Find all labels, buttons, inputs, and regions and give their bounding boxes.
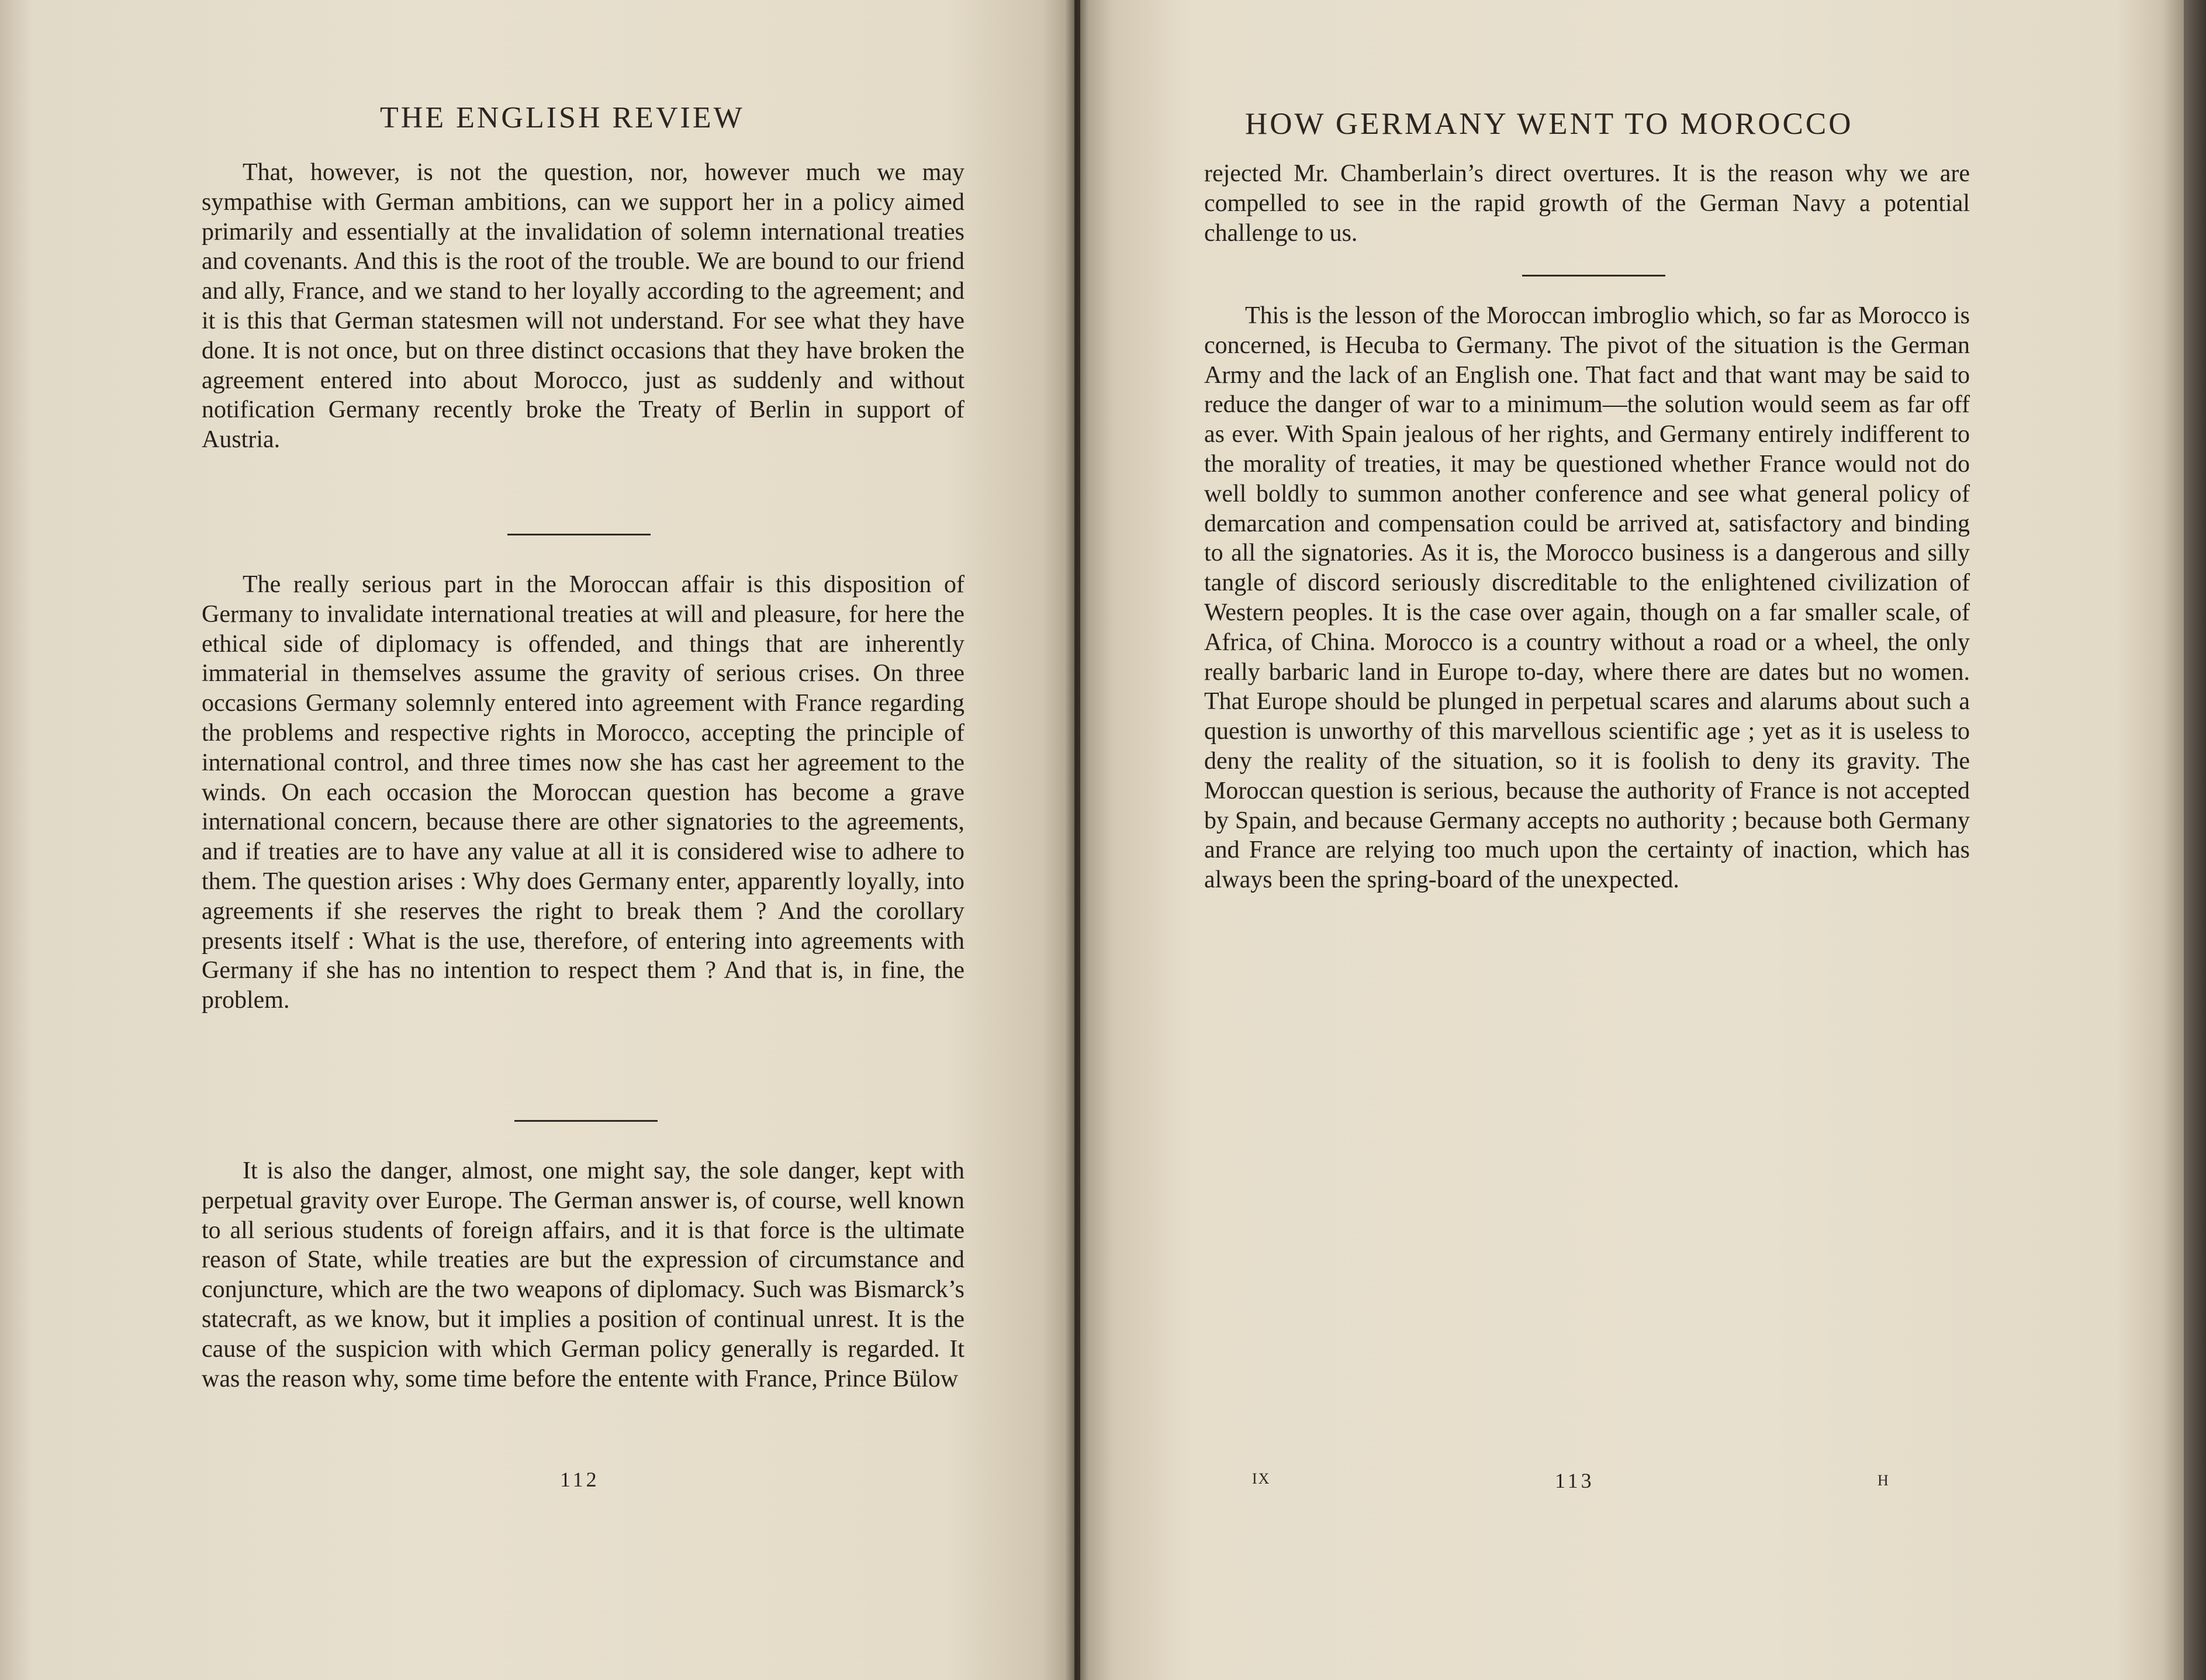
book-gutter: [1065, 0, 1088, 1680]
left-running-head: THE ENGLISH REVIEW: [380, 101, 745, 134]
right-paragraph-2: This is the lesson of the Moroccan imbroglio which, so far as Morocco is concerned, is Hecuba to Germany. The pivot of the situation is the German Army and the lack of an English one. That fact and that want may be said to reduce the danger of war to a minimum—the solution would seem as far off as ever. With Spain jealous of her rights, and Germany entirely indifferent to the morality of treaties, it may be questioned whether France would not do well boldly to summon another conference and see what general policy of demarcation and compensation could be arrived at, satisfactory and binding to all the signatories. As it is, the Morocco business is a dangerous and silly tangle of discord seriously discreditable to the enlightened civilization of Western peoples. It is the case over again, though on a far smaller scale, of Africa, of China. Morocco is a country without a road or a wheel, the only really barbaric land in Europe to-day, where there are dates but no women. That Europe should be plunged in perpetual scares and alarums about such a question is unworthy of this marvellous scientific age ; yet as it is useless to deny the reality of the situation, so it is foolish to deny its gravity. The Moroccan question is serious, because the authority of France is not accepted by Spain, and because Germany accepts no authority ; because both Germany and France are relying too much upon the certainty of inaction, which has always been the spring-board of the unexpected.: [1204, 302, 1970, 894]
section-divider: [507, 534, 651, 535]
section-divider: [1522, 275, 1665, 276]
page-edge: [2184, 0, 2206, 1680]
signature-mark-left: IX: [1252, 1470, 1271, 1487]
section-divider: [514, 1120, 658, 1122]
left-paragraph-3: It is also the danger, almost, one might say, the sole danger, kept with perpetual gravity over Europe. The German answer is, of course, well known to all serious students of foreign affairs, and it is that force is the ultimate reason of State, while treaties are but the expression of circumstance and conjuncture, which are the two weapons of diplomacy. Such was Bismarck’s statecraft, as we know, but it implies a position of continual unrest. It is the cause of the suspicion with which German policy generally is regarded. It was the reason why, some time before the entente with France, Prince Bülow: [202, 1157, 964, 1392]
right-paragraph-1: rejected Mr. Chamberlain’s direct overtures. It is the reason why we are compelled to see in the rapid growth of the German Navy a potential challenge to us.: [1204, 160, 1970, 247]
right-page-number: 113: [1555, 1469, 1595, 1492]
signature-mark-right: H: [1877, 1472, 1890, 1489]
left-page-number: 112: [560, 1468, 600, 1491]
right-running-head: HOW GERMANY WENT TO MOROCCO: [1245, 107, 1854, 141]
left-paragraph-1: That, however, is not the question, nor, however much we may sympathise with German ambitions, can we support her in a policy aimed primarily and essentially at the invalidation of solemn international treaties and covenants. And this is the root of the trouble. We are bound to our friend and ally, France, and we stand to her loyally according to the agreement; and it is this that German statesmen will not understand. For see what they have done. It is not once, but on three distinct occasions that they have broken the agreement entered into about Morocco, just as suddenly and without notification Germany recently broke the Treaty of Berlin in support of Austria.: [202, 159, 964, 454]
left-paragraph-2: The really serious part in the Moroccan affair is this disposition of Germany to invalidate international treaties at will and pleasure, for here the ethical side of diplomacy is offended, and things that are inherently immaterial in themselves assume the gravity of serious crises. On three occasions Germany solemnly entered into agreement with France regarding the problems and respective rights in Morocco, accepting the principle of international control, and three times now she has cast her agreement to the winds. On each occasion the Moroccan question has become a grave international concern, because there are other signatories to the agreements, and if treaties are to have any value at all it is considered wise to adhere to them. The question arises : Why does Germany enter, apparently loyally, into agreements if she reserves the right to break them ? And the corollary presents itself : What is the use, therefore, of entering into agreements with Germany if she has no intention to respect them ? And that is, in fine, the problem.: [202, 571, 964, 1014]
